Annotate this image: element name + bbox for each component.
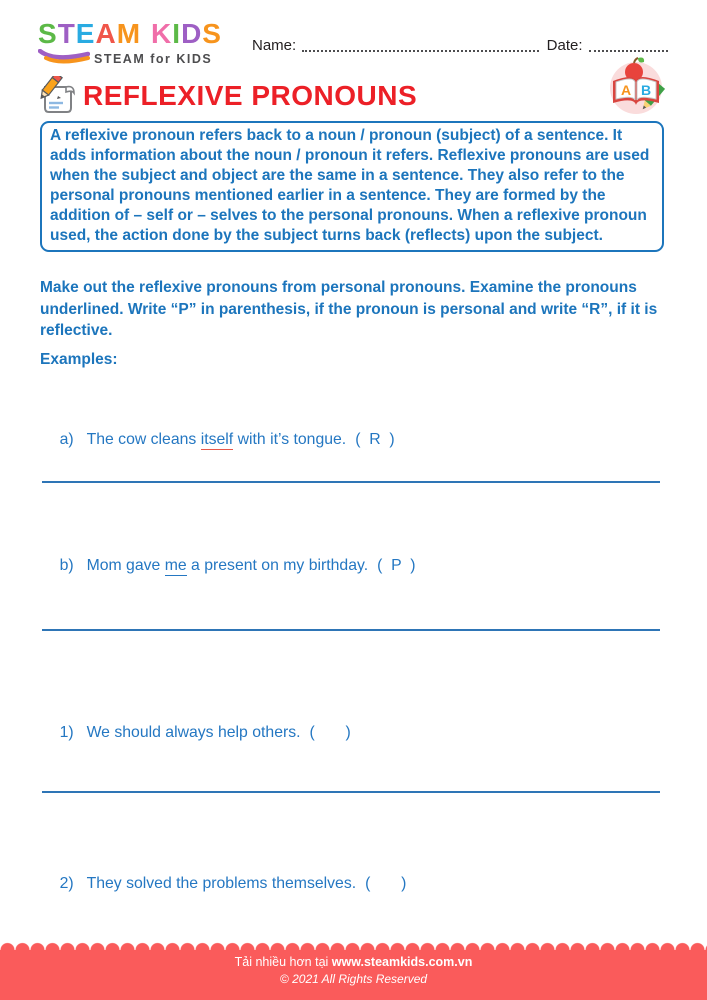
- footer: [0, 939, 707, 1000]
- underlined-pronoun: me: [164, 557, 187, 574]
- name-label: Name:: [252, 37, 297, 54]
- item-text-pre: We should always help others.: [86, 724, 301, 741]
- item-text-pre: The cow cleans: [86, 431, 201, 448]
- item-text-pre: Mom gave: [86, 557, 165, 574]
- footer-band: [0, 950, 707, 1000]
- question-item-1: [42, 706, 351, 760]
- definition-text: A reflexive pronoun refers back to a noun / pronoun (subject) of a sentence. It adds information about the noun / pronoun it refers. Reflexive pronouns are used when the subject and object are the same in a sentence. They also refer to the personal pronouns mentioned earlier in a sentence. They are formed by the addition of – self or – selves to the personal pronouns. When a reflexive pronoun used, the action done by the subject turns back (reflects) upon the subject.: [50, 127, 650, 244]
- website-link[interactable]: www.steamkids.com.vn: [331, 955, 473, 969]
- logo-swoosh-icon: [38, 49, 90, 69]
- question-item-2: [42, 857, 406, 911]
- answer-parenthesis[interactable]: ( R ): [355, 431, 395, 448]
- copyright-text: © 2021 All Rights Reserved: [279, 972, 428, 986]
- definition-box: [40, 121, 664, 252]
- answer-parenthesis[interactable]: ( P ): [377, 557, 416, 574]
- svg-text:B: B: [641, 82, 652, 98]
- name-input-line[interactable]: [302, 36, 538, 52]
- example-item-b: [42, 539, 415, 593]
- writing-line[interactable]: [42, 791, 660, 793]
- name-date-row: [252, 36, 668, 54]
- title-row: [38, 76, 417, 116]
- item-label: a): [59, 431, 74, 448]
- item-text-post: with it’s tongue.: [233, 431, 347, 448]
- page-title: REFLEXIVE PRONOUNS: [83, 80, 418, 111]
- ab-book-icon: [605, 55, 667, 115]
- item-label: 1): [59, 724, 74, 741]
- date-input-line[interactable]: [589, 36, 668, 52]
- svg-text:A: A: [621, 82, 632, 98]
- answer-parenthesis[interactable]: ( ): [365, 875, 407, 892]
- instruction-text: Make out the reflexive pronouns from personal pronouns. Examine the pronouns underlined. Write “P” in parenthesis, if the pronoun is personal and write “R”, if it is reflective.: [40, 279, 658, 339]
- scalloped-edge: [0, 939, 707, 950]
- pencil-paper-icon: [38, 76, 78, 116]
- logo-wordmark: [38, 20, 238, 48]
- example-item-a: [42, 413, 395, 467]
- underlined-pronoun: itself: [200, 431, 234, 448]
- item-label: 2): [59, 875, 74, 892]
- logo-word-kids: KIDS: [151, 18, 222, 49]
- answer-parenthesis[interactable]: ( ): [309, 724, 351, 741]
- footer-download-text: Tải nhiều hơn tại www.steamkids.com.vn: [234, 955, 473, 969]
- logo-word-steam: STEAM: [38, 18, 142, 49]
- writing-line[interactable]: [42, 629, 660, 631]
- examples-label: Examples:: [40, 351, 118, 368]
- item-label: b): [59, 557, 74, 574]
- date-label: Date:: [546, 37, 583, 54]
- item-text-post: a present on my birthday.: [186, 557, 369, 574]
- steam-kids-logo: [38, 20, 238, 69]
- logo-tagline: STEAM for KIDS: [94, 52, 213, 66]
- writing-line[interactable]: [42, 481, 660, 483]
- item-text-pre: They solved the problems themselves.: [86, 875, 357, 892]
